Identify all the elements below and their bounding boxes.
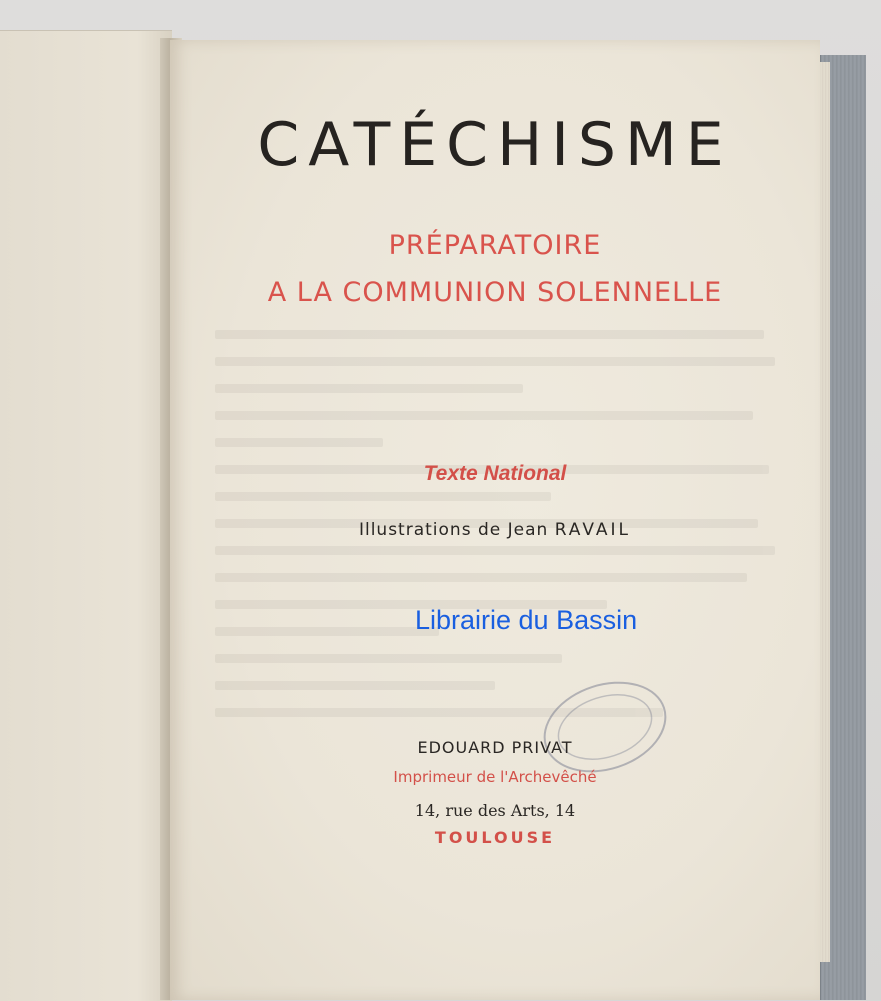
- book-title: CATÉCHISME: [257, 110, 733, 180]
- subtitle-line-2: A LA COMMUNION SOLENNELLE: [267, 277, 723, 308]
- printer-title: Imprimeur de l'Archevêché: [393, 768, 597, 786]
- illustrator-surname: RAVAIL: [554, 520, 632, 540]
- illustrations-prefix: Illustrations de Jean: [358, 520, 549, 540]
- publisher-city: TOULOUSE: [434, 828, 556, 847]
- illustrator-credit: [170, 520, 820, 540]
- publisher-address: 14, rue des Arts, 14: [414, 801, 576, 820]
- left-page: [0, 30, 172, 1001]
- library-stamp: [530, 672, 680, 782]
- edition-label: Texte National: [423, 462, 567, 485]
- subtitle-line-1: PRÉPARATOIRE: [388, 230, 602, 261]
- watermark-text: Librairie du Bassin: [415, 605, 638, 635]
- publisher-name: EDOUARD PRIVAT: [417, 738, 573, 757]
